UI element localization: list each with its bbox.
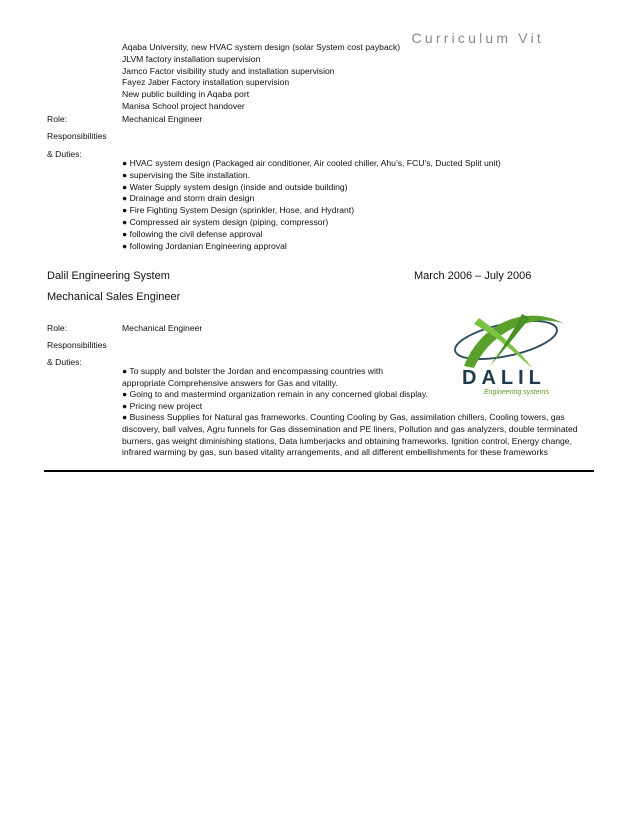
duty-item: ● Water Supply system design (inside and outside building) xyxy=(122,181,348,192)
duty-item: ● following the civil defense approval xyxy=(122,228,263,239)
responsibilities-label: Responsibilities xyxy=(47,131,107,141)
duties-label: & Duties: xyxy=(47,357,82,367)
project-item: JLVM factory installation supervision xyxy=(122,53,261,64)
duties-label: & Duties: xyxy=(47,149,82,159)
project-item: Fayez Jaber Factory installation supervision xyxy=(122,77,290,88)
duties-list xyxy=(122,158,501,252)
duty-item: ● Drainage and storm drain design xyxy=(122,193,255,204)
logo-name: DALIL xyxy=(462,367,546,389)
responsibilities-label: Responsibilities xyxy=(47,340,107,350)
document-header-title: Curriculum Vit xyxy=(411,30,544,46)
duty-item: ● Pricing new project xyxy=(122,400,203,411)
duty-item: ● Going to and mastermind organization remain in any concerned global display. xyxy=(122,389,428,400)
dalil-logo xyxy=(444,306,578,398)
project-item: Jamco Factor visibility study and installation supervision xyxy=(122,65,335,76)
employment-dates: March 2006 – July 2006 xyxy=(414,270,532,282)
role-label: Role: xyxy=(47,323,68,333)
project-list xyxy=(122,42,400,113)
role-value: Mechanical Engineer xyxy=(122,323,203,333)
duty-item: ● Business Supplies for Natural gas frameworks. Counting Cooling by Gas, assimilation chillers, Cooling towers, gas discovery, ball valves, Agru funnels for Gas dissemination and PE liners, Pollution and gas analyzers, double terminated burners, gas weight diminishing stations, Data lumberjacks and obtaining frameworks. Ignition control, Energy change, infrared warming by gas, sun based vitality arrangements, and all different embellishments for these frameworks xyxy=(122,412,578,458)
logo-tagline: Engineering systems xyxy=(484,389,549,396)
company-name: Dalil Engineering System xyxy=(47,270,170,282)
duty-item: ● To supply and bolster the Jordan and encompassing countries with appropriate Comprehensive answers for Gas and vitality. xyxy=(122,366,384,388)
duty-item: ● supervising the Site installation. xyxy=(122,169,250,180)
role-label: Role: xyxy=(47,114,68,124)
section-divider xyxy=(44,470,594,472)
role-value: Mechanical Engineer xyxy=(122,114,203,124)
project-item: Aqaba University, new HVAC system design (solar System cost payback) xyxy=(122,42,401,52)
duty-item: ● HVAC system design (Packaged air conditioner, Air cooled chiller, Ahu’s, FCU’s, Ducted Split unit) xyxy=(122,158,501,168)
duty-item: ● Fire Fighting System Design (sprinkler, Hose, and Hydrant) xyxy=(122,205,355,216)
duty-item: ● following Jordanian Engineering approval xyxy=(122,240,287,251)
duty-item: ● Compressed air system design (piping, compressor) xyxy=(122,216,329,227)
project-item: New public building in Aqaba port xyxy=(122,89,250,100)
project-item: Manisa School project handover xyxy=(122,100,245,111)
job-title: Mechanical Sales Engineer xyxy=(47,291,181,303)
